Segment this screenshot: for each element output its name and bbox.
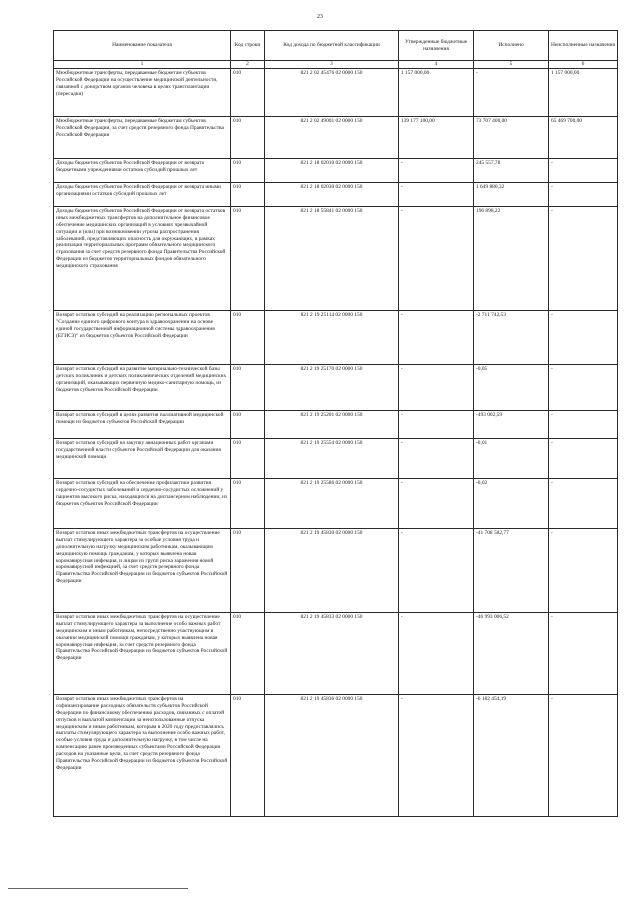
row-kbk: 821 2 02 45476 02 0000 150 [265,68,399,116]
row-approved: - [399,438,474,478]
row-approved: 139 177 100,00 [399,116,474,158]
row-unexecuted: - [549,364,618,410]
table-row [54,310,618,364]
row-unexecuted: - [549,612,618,694]
row-approved: - [399,528,474,612]
row-kbk: 821 2 02 49001 02 0000 150 [265,116,399,158]
table-row [54,182,618,206]
row-code: 010 [231,478,265,528]
row-unexecuted: - [549,478,618,528]
row-kbk: 821 2 18 02030 02 0000 150 [265,182,399,206]
header-executed: Исполнено [474,31,549,61]
row-code: 010 [231,310,265,364]
row-approved: - [399,310,474,364]
row-unexecuted: - [549,410,618,438]
row-executed: -41 708 582,77 [474,528,549,612]
row-name: Возврат остатков иных межбюджетных трансфертов на осуществление выплат стимулирующего характера за выполнение особо важных работ медицинским и иным работникам, непосредственно участвующим в оказании медицинской помощи гражданам, у которых выявлена новая коронавирусная инфекция, за счет средств резервного фонда Правительства Российской Федерации из бюджетов субъектов Российской Федерации [54,612,231,694]
row-approved: - [399,364,474,410]
header-unexecuted: Неисполненные назначения [549,31,618,61]
row-kbk: 821 2 19 25586 02 0000 150 [265,478,399,528]
row-kbk: 821 2 19 25114 02 0000 150 [265,310,399,364]
row-name: Возврат остатков субсидий на развитие материально-технической базы детских поликлиник и детских поликлинических отделений медицинских организаций, оказывающих первичную медико-санитарную помощь, из бюджетов субъектов Российской Федерации [54,364,231,410]
row-executed: 73 707 400,00 [474,116,549,158]
row-executed: -0,02 [474,478,549,528]
table-row [54,364,618,410]
row-approved: - [399,478,474,528]
row-executed: -493 002,59 [474,410,549,438]
row-kbk: 821 2 19 45830 02 0000 150 [265,528,399,612]
row-unexecuted: - [549,694,618,816]
row-approved: - [399,694,474,816]
row-kbk: 821 2 19 25554 02 0000 150 [265,438,399,478]
row-executed: -46 993 006,52 [474,612,549,694]
row-unexecuted: 1 157 000,00 [549,68,618,116]
footer-divider [8,888,188,889]
column-number-row [54,61,618,69]
row-executed: -0,05 [474,364,549,410]
row-code: 010 [231,694,265,816]
column-number: 1 [54,61,231,69]
column-number: 4 [399,61,474,69]
row-name: Возврат остатков субсидий на закупку авиационных работ органами государственной власти субъектов Российской Федерации для оказания медицинской помощи [54,438,231,478]
row-code: 010 [231,182,265,206]
header-approved: Утвержденные бюджетные назначения [399,31,474,61]
header-name: Наименование показателя [54,31,231,61]
table-row [54,438,618,478]
row-executed: 196 898,22 [474,206,549,310]
row-executed: -2 711 742,53 [474,310,549,364]
column-number: 3 [265,61,399,69]
row-code: 010 [231,364,265,410]
table-row [54,478,618,528]
row-code: 010 [231,438,265,478]
row-executed: 1 649 880,32 [474,182,549,206]
row-name: Возврат остатков субсидий в целях развития паллиативной медицинской помощи из бюджетов субъектов Российской Федерации [54,410,231,438]
row-approved: 1 157 000,00 [399,68,474,116]
row-kbk: 821 2 19 45836 02 0000 150 [265,694,399,816]
row-code: 010 [231,206,265,310]
column-number: 5 [474,61,549,69]
row-code: 010 [231,528,265,612]
row-name: Возврат остатков субсидий на обеспечение профилактики развития сердечно-сосудистых заболеваний и сердечно-сосудистых осложнений у пациентов высокого риска, находящихся на диспансерном наблюдении, из бюджетов субъектов Российской Федерации [54,478,231,528]
table-row [54,68,618,116]
row-code: 010 [231,68,265,116]
row-kbk: 821 2 19 25201 02 0000 150 [265,410,399,438]
row-name: Возврат остатков иных межбюджетных трансфертов на осуществление выплат стимулирующего характера за особые условия труда и дополнительную нагрузку медицинским работникам, оказывающим медицинскую помощь гражданам, у которых выявлена новая коронавирусная инфекция, и лицам из групп риска заражения новой коронавирусной инфекцией, за счет средств резервного фонда Правительства Российской Федерации из бюджетов субъектов Российской Федерации [54,528,231,612]
row-unexecuted: - [549,158,618,182]
table-row [54,612,618,694]
table-row [54,206,618,310]
row-executed: - [474,68,549,116]
row-name: Межбюджетные трансферты, передаваемые бюджетам субъектов Российской Федерации на осуществление медицинской деятельности, связанной с донорством органов человека в целях трансплантации (пересадки) [54,68,231,116]
row-kbk: 821 2 18 02010 02 0000 150 [265,158,399,182]
row-approved: - [399,158,474,182]
row-kbk: 821 2 19 25170 02 0000 150 [265,364,399,410]
column-number: 6 [549,61,618,69]
row-unexecuted: 65 469 700,00 [549,116,618,158]
table-row [54,528,618,612]
revenue-table [53,30,618,817]
header-code: Код строки [231,31,265,61]
row-approved: - [399,410,474,438]
row-executed: -0,01 [474,438,549,478]
row-name: Доходы бюджетов субъектов Российской Федерации от возврата бюджетными учреждениями остатков субсидий прошлых лет [54,158,231,182]
header-row [54,31,618,61]
row-name: Межбюджетные трансферты, передаваемые бюджетам субъектов Российской Федерации, за счет средств резервного фонда Правительства Российской Федерации [54,116,231,158]
row-executed: -6 182 454,19 [474,694,549,816]
row-code: 010 [231,410,265,438]
row-name: Доходы бюджетов субъектов Российской Федерации от возврата иными организациями остатков субсидий прошлых лет [54,182,231,206]
row-code: 010 [231,158,265,182]
table-row [54,158,618,182]
page-number: 23 [317,14,323,20]
row-name: Возврат остатков иных межбюджетных трансфертов на софинансирование расходных обязательств субъектов Российской Федерации по финансовому обеспечению расходов, связанных с оплатой отпусков и выплатой компенсации за неиспользованные отпуска медицинским и иным работникам, которым в 2020 году предоставлялись выплаты стимулирующего характера за выполнение особо важных работ, особые условия труда и дополнительную нагрузку, в том числе на компенсацию ранее произведенных субъектами Российской Федерации расходов на указанные цели, за счет средств резервного фонда Правительства Российской Федерации из бюджетов субъектов Российской Федерации [54,694,231,816]
row-approved: - [399,206,474,310]
table-row [54,410,618,438]
header-kbk: Код дохода по бюджетной классификации [265,31,399,61]
row-code: 010 [231,612,265,694]
row-kbk: 821 2 19 45833 02 0000 150 [265,612,399,694]
row-unexecuted: - [549,528,618,612]
table-row [54,116,618,158]
row-kbk: 821 2 18 55841 02 0000 150 [265,206,399,310]
row-unexecuted: - [549,206,618,310]
row-executed: 245 557,78 [474,158,549,182]
row-name: Возврат остатков субсидий на реализацию региональных проектов "Создание единого цифрового контура в здравоохранении на основе единой государственной информационной системы здравоохранения (ЕГИСЗ)" из бюджетов субъектов Российской Федерации [54,310,231,364]
row-approved: - [399,612,474,694]
table-row [54,694,618,816]
column-number: 2 [231,61,265,69]
row-unexecuted: - [549,310,618,364]
row-name: Доходы бюджетов субъектов Российской Федерации от возврата остатков иных межбюджетных трансфертов на дополнительное финансовое обеспечение медицинских организаций в условиях чрезвычайной ситуации и (или) при возникновении угрозы распространения заболеваний, представляющих опасность для окружающих, в рамках реализации территориальных программ обязательного медицинского страхования за счет средств резервного фонда Правительства Российской Федерации из бюджетов территориальных фондов обязательного медицинского страхования [54,206,231,310]
row-unexecuted: - [549,182,618,206]
row-unexecuted: - [549,438,618,478]
row-code: 010 [231,116,265,158]
row-approved: - [399,182,474,206]
